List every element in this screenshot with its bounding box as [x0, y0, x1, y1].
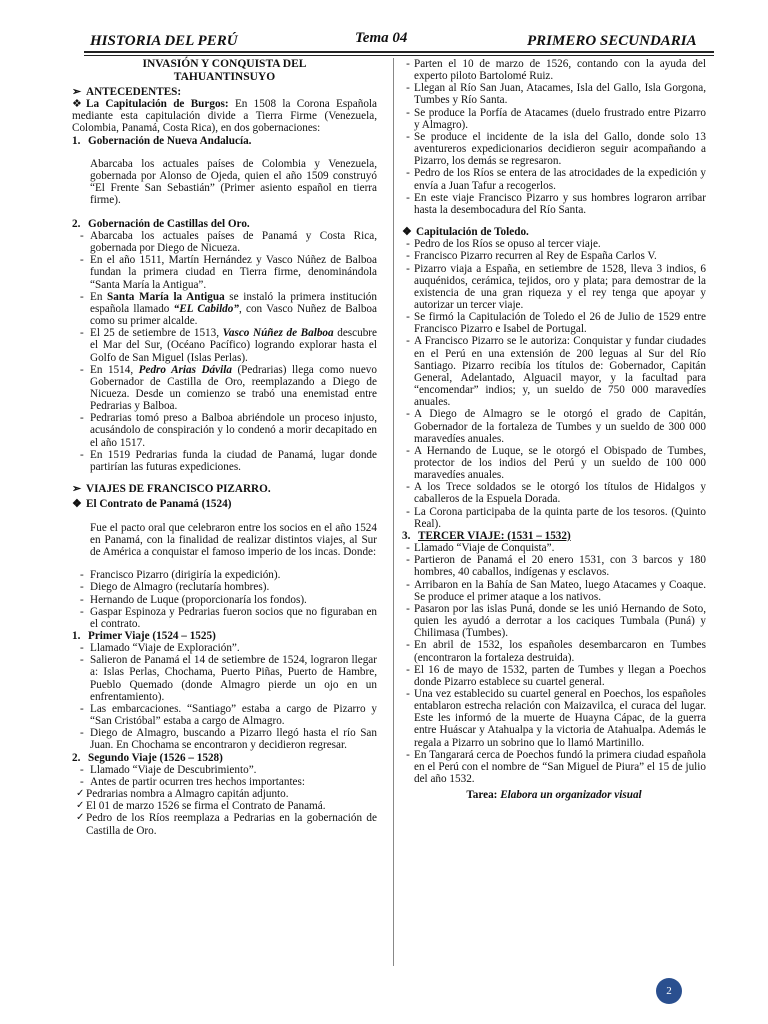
list-item: - A Francisco Pizarro se le autoriza: Conquistar y fundar ciudades en el Perú en una extensión de 200 leguas al Sur del Río Santiago. Pizarro recibía los títulos de: Gobernador, Capitán General, Adelantado, Alguacil mayor, y la facultad para “encomendar” indios; y, un sueldo de 750 000 maravedíes anuales.	[406, 335, 706, 409]
capitulacion-burgos: ❖ La Capitulación de Burgos: En 1508 la Corona Española mediante esta capitulación divide a Tierra Firme (Venezuela, Colombia, Panamá, Costa Rica), en dos gobernaciones:	[72, 98, 378, 135]
page-number-badge: 2	[656, 978, 682, 1004]
diamond-bullet-icon: ❖	[72, 498, 83, 511]
list-item: - La Corona participaba de la quinta parte de los tesoros. (Quinto Real).	[406, 505, 706, 530]
check-icon: ✓	[76, 788, 85, 800]
socios-list	[72, 569, 377, 630]
list-item: - Se firmó la Capitulación de Toledo el 26 de Julio de 1529 entre Francisco Pizarro e Isabel de Portugal.	[406, 311, 706, 336]
left-column	[72, 58, 377, 837]
gobernacion-nueva-andalucia-text: Abarcaba los actuales países de Colombia y Venezuela, gobernada por Alonso de Ojeda, quien el año 1509 construyó “El Frente San Sebastián” (Primer asiento español en tierra firme).	[90, 157, 377, 207]
page-header	[0, 0, 768, 52]
segundo-viaje-list	[72, 764, 377, 837]
tercer-viaje-heading: 3. TERCER VIAJE: (1531 – 1532)	[402, 529, 571, 542]
list-item: - El 16 de mayo de 1532, parten de Tumbes y llegan a Poechos donde Pizarro establece su cuartel general.	[406, 663, 706, 688]
header-rule	[84, 51, 714, 53]
list-item: - A Hernando de Luque, se le otorgó el Obispado de Tumbes, protector de los indios del Perú y un sueldo de 100 000 maravedíes anuales.	[406, 444, 706, 482]
segundo-viaje-continued-list	[402, 58, 706, 216]
course-title: HISTORIA DEL PERÚ	[90, 33, 238, 49]
right-column	[402, 58, 706, 801]
contrato-panama-heading: ❖ El Contrato de Panamá (1524)	[72, 498, 232, 511]
list-item: - En Santa María la Antigua se instaló la primera institución española llamado “EL Cabildo”, con Vasco Nuñez de Balboa como su primer alcalde.	[80, 290, 377, 328]
list-item: - Francisco Pizarro recurren al Rey de España Carlos V.	[406, 250, 657, 263]
list-item: - Salieron de Panamá el 14 de setiembre de 1524, lograron llegar a: Islas Perlas, Chochama, Puerto Piñas, Puerto de Hambre, Pueblo Quemado (donde Almagro pierde un ojo en un enfrentamiento).	[80, 654, 377, 703]
list-item: - Llamado “Viaje de Exploración”.	[80, 642, 240, 655]
list-item: - Gaspar Espinoza y Pedrarias fueron socios que no figuraban en el contrato.	[80, 605, 377, 630]
list-item: - Pasaron por las islas Puná, donde se les unió Hernando de Soto, quien les ayudó a derrotar a los caciques Tumbala (Puná) y Chilimasa (Tumbes).	[406, 602, 706, 640]
header-rule-thin	[84, 55, 714, 56]
list-item: - Se produce la Porfía de Atacames (duelo frustrado entre Pizarro y Almagro).	[406, 106, 706, 131]
section-viajes-pizarro: ➢ VIAJES DE FRANCISCO PIZARRO.	[72, 483, 271, 496]
list-item: - Pedrarias tomó preso a Balboa abriéndole un proceso injusto, acusándolo de conspiración y lo condenó a morir decapitado en el año 1517.	[80, 412, 377, 449]
capitulacion-toledo-heading: ❖ Capitulación de Toledo.	[402, 226, 529, 239]
list-item: - Pedro de los Ríos se entera de las atrocidades de la expedición y envía a Juan Tafur a recogerlos.	[406, 167, 706, 192]
contrato-panama-text: Fue el pacto oral que celebraron entre los socios en el año 1524 en Panamá, con la finalidad de realizar distintos viajes, al Sur de América a conquistar el famoso imperio de los incas. Donde:	[90, 521, 377, 558]
gobernacion-castilla-oro-heading: 2. Gobernación de Castillas del Oro.	[72, 217, 250, 230]
column-divider	[393, 58, 394, 966]
list-item: ✓ El 01 de marzo 1526 se firma el Contrato de Panamá.	[76, 800, 326, 813]
grade-level: PRIMERO SECUNDARIA	[527, 33, 697, 49]
list-item: - Partieron de Panamá el 20 enero 1531, con 3 barcos y 180 hombres, 40 caballos, indígenas y esclavos.	[406, 554, 706, 579]
list-item: - Llegan al Río San Juan, Atacames, Isla del Gallo, Isla Gorgona, Tumbes y Río Santa.	[406, 82, 706, 107]
arrow-bullet-icon: ➢	[72, 86, 82, 98]
list-item: - En 1514, Pedro Arias Dávila (Pedrarias) llega como nuevo Gobernador de Castilla de Oro, reemplazando a Diego de Nicueza. Desde un comienzo se trabó una enemistad entre Pedrarias y Balboa.	[80, 363, 377, 413]
arrow-bullet-icon: ➢	[72, 483, 82, 496]
section-antecedentes: ➢ ANTECEDENTES:	[72, 86, 182, 98]
list-item: - Pedro de los Ríos se opuso al tercer viaje.	[406, 238, 601, 251]
primer-viaje-heading: 1. Primer Viaje (1524 – 1525)	[72, 630, 216, 642]
list-item: ✓ Pedrarias nombra a Almagro capitán adjunto.	[76, 788, 289, 801]
list-item: - Llamado “Viaje de Descubrimiento”.	[80, 763, 257, 776]
list-item: - El 25 de setiembre de 1513, Vasco Núñez de Balboa descubre el Mar del Sur, (Océano Pacífico) logrando explorar hasta el Golfo de San Miguel (Islas Perlas).	[80, 327, 377, 364]
list-item: - Abarcaba los actuales países de Panamá y Costa Rica, gobernada por Diego de Nicueza.	[80, 229, 377, 255]
list-item: - A los Trece soldados se le otorgó los títulos de Hidalgos y caballeros de la Espuela Dorada.	[406, 481, 706, 506]
list-item: - Pizarro viaja a España, en setiembre de 1528, lleva 3 indios, 6 auquénidos, cerámica, tejidos, oro y plata; para demostrar de la existencia de una gran riqueza y el rey tenga que apoyar y autorizar un tercer viaje.	[406, 262, 706, 311]
tercer-viaje-list	[402, 542, 706, 785]
topic-number: Tema 04	[355, 30, 408, 46]
segundo-viaje-heading: 2. Segundo Viaje (1526 – 1528)	[72, 751, 223, 764]
gobernacion-nueva-andalucia-heading: 1. Gobernación de Nueva Andalucía.	[72, 134, 252, 147]
diamond-bullet-icon: ❖	[72, 98, 83, 111]
list-item: - Hernando de Luque (proporcionaría los fondos).	[80, 593, 307, 606]
list-item: - Arribaron en la Bahía de San Mateo, luego Atacames y Coaque. Se produce el primer ataque a los nativos.	[406, 578, 706, 603]
list-item: - En este viaje Francisco Pizarro y sus hombres lograron arribar hasta la desembocadura del Río Santa.	[406, 191, 706, 216]
list-item: - Diego de Almagro, buscando a Pizarro llegó hasta el río San Juan. En Chochama se encontraron y decidieron regresar.	[80, 727, 377, 752]
list-item: - Diego de Almagro (reclutaría hombres).	[80, 581, 270, 594]
check-icon: ✓	[76, 812, 85, 824]
list-item: - Una vez establecido su cuartel general en Poechos, los españoles entablaron estrecha relación con Maizavilca, el curaca del lugar. Este les informó de la muerte de Huayna Cápac, de la guerra entre Huáscar y Atahualpa y la victoria de Atahualpa. Además le regala a Pizarro un sobrino que lo llamó Martinillo.	[406, 687, 706, 749]
list-item: - En 1519 Pedrarias funda la ciudad de Panamá, lugar donde partirían las futuras expediciones.	[80, 448, 377, 473]
document-title: INVASIÓN Y CONQUISTA DEL TAHUANTINSUYO	[142, 58, 307, 83]
list-item: - En el año 1511, Martín Hernández y Vasco Núñez de Balboa fundan la primera ciudad en Tierra firme, denominándola “Santa María la Antigua”.	[80, 254, 377, 291]
list-item: - A Diego de Almagro se le otorgó el grado de Capitán, Gobernador de la fortaleza de Tumbes y un sueldo de 300 000 maravedíes anuales.	[406, 408, 706, 445]
gobernacion-castilla-oro-list	[72, 230, 377, 473]
list-item: ✓ Pedro de los Ríos reemplaza a Pedrarias en la gobernación de Castilla de Oro.	[76, 812, 377, 837]
tarea-line: Tarea: Elabora un organizador visual	[466, 789, 642, 802]
list-item: - En Tangarará cerca de Poechos fundó la primera ciudad española en el Perú con el nombre de “San Miguel de Piura” el 15 de julio del año 1532.	[406, 748, 706, 786]
list-item: - En abril de 1532, los españoles desembarcaron en Tumbes (encontraron la fortaleza destruida).	[406, 639, 706, 664]
diamond-bullet-icon: ❖	[402, 226, 413, 239]
primer-viaje-list	[72, 642, 377, 751]
check-icon: ✓	[76, 800, 85, 812]
list-item: - Francisco Pizarro (dirigiría la expedición).	[80, 569, 281, 582]
list-item: - Las embarcaciones. “Santiago” estaba a cargo de Pizarro y “San Cristóbal” estaba a cargo de Almagro.	[80, 702, 377, 728]
list-item: - Antes de partir ocurren tres hechos importantes:	[80, 775, 305, 788]
list-item: - Llamado “Viaje de Conquista”.	[406, 542, 555, 555]
capitulacion-toledo-list	[402, 238, 706, 530]
list-item: - Parten el 10 de marzo de 1526, contando con la ayuda del experto piloto Bartolomé Ruiz.	[406, 58, 706, 83]
list-item: - Se produce el incidente de la isla del Gallo, donde solo 13 aventureros expedicionarios decidieron seguir acompañando a Pizarro, los demás se regresaron.	[406, 130, 706, 168]
